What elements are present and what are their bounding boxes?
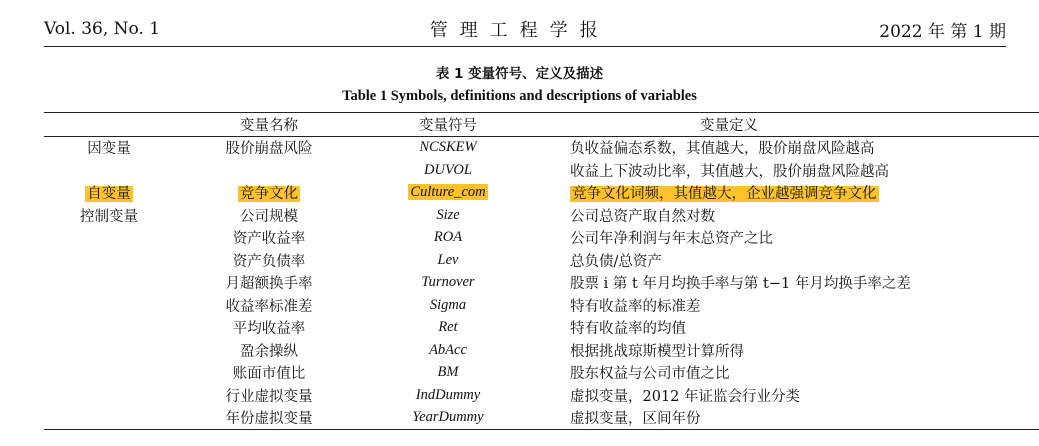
variable-definition-cell bbox=[532, 339, 1039, 362]
variable-symbol-text: BM bbox=[437, 364, 459, 381]
variable-symbol-text: Size bbox=[436, 206, 460, 223]
variable-definition-text: 总负债/总资产 bbox=[570, 253, 662, 270]
table-row bbox=[44, 204, 1039, 227]
variable-symbol-cell bbox=[364, 407, 532, 430]
variable-name-text: 年份虚拟变量 bbox=[225, 411, 313, 428]
variable-name-text: 平均收益率 bbox=[232, 321, 306, 338]
table-row bbox=[44, 384, 1039, 407]
variable-symbol-cell bbox=[364, 294, 532, 317]
table-row bbox=[44, 407, 1039, 430]
table-row bbox=[44, 272, 1039, 295]
variable-name-text: 股价崩盘风险 bbox=[225, 141, 313, 158]
table-row bbox=[44, 249, 1039, 272]
variable-definition-text: 负收益偏态系数，其值越大，股价崩盘风险越高 bbox=[570, 141, 875, 158]
variable-definition-text: 公司总资产取自然对数 bbox=[570, 208, 715, 225]
journal-title: 管理工程学报 bbox=[429, 20, 610, 41]
variable-definition-text: 特有收益率的均值 bbox=[570, 321, 686, 338]
table-row bbox=[44, 294, 1039, 317]
variable-symbol-cell bbox=[364, 317, 532, 340]
table-row bbox=[44, 317, 1039, 340]
variable-name-text: 资产收益率 bbox=[232, 231, 306, 248]
variable-definition-cell bbox=[532, 317, 1039, 340]
table-row bbox=[44, 362, 1039, 385]
variable-name-cell bbox=[174, 384, 364, 407]
variable-name-text: 月超额换手率 bbox=[225, 276, 313, 293]
variable-type-cell bbox=[44, 317, 174, 340]
variable-type-cell bbox=[44, 294, 174, 317]
variable-definition-text: 公司年净利润与年末总资产之比 bbox=[570, 231, 773, 248]
variable-type-cell bbox=[44, 407, 174, 430]
table-caption-en: Table 1 Symbols, definitions and descriptions of variables bbox=[342, 88, 697, 104]
column-header-name: 变量名称 bbox=[240, 117, 298, 134]
header-rule bbox=[44, 46, 1006, 47]
variable-definition-text: 股票 i 第 t 年月均换手率与第 t−1 年月均换手率之差 bbox=[570, 276, 911, 293]
variable-symbol-text: AbAcc bbox=[429, 341, 467, 358]
variable-symbol-cell bbox=[364, 272, 532, 295]
variable-type-cell bbox=[44, 182, 174, 205]
variable-name-cell bbox=[174, 227, 364, 250]
variable-type-text: 自变量 bbox=[87, 186, 131, 203]
variable-definition-cell bbox=[532, 159, 1039, 182]
variable-symbol-cell bbox=[364, 227, 532, 250]
variable-definition-text: 虚拟变量，2012 年证监会行业分类 bbox=[570, 388, 801, 405]
variable-symbol-text: Lev bbox=[437, 251, 459, 268]
variable-name-cell bbox=[174, 249, 364, 272]
variable-symbol-cell bbox=[364, 159, 532, 182]
table-caption-cn: 表 1 变量符号、定义及描述 bbox=[435, 66, 604, 82]
column-header-type bbox=[44, 113, 174, 137]
table-row bbox=[44, 227, 1039, 250]
variable-symbol-text: IndDummy bbox=[415, 386, 481, 403]
variable-symbol-text: YearDummy bbox=[412, 409, 484, 426]
variable-name-cell bbox=[174, 204, 364, 227]
variable-symbol-cell bbox=[364, 362, 532, 385]
table-row bbox=[44, 136, 1039, 159]
variable-definition-cell bbox=[532, 249, 1039, 272]
variable-type-cell bbox=[44, 384, 174, 407]
variable-symbol-text: ROA bbox=[433, 229, 463, 246]
variable-definition-cell bbox=[532, 407, 1039, 430]
variable-name-cell bbox=[174, 317, 364, 340]
variable-type-cell bbox=[44, 227, 174, 250]
variable-definition-cell bbox=[532, 384, 1039, 407]
variable-definition-text: 竞争文化词频，其值越大，企业越强调竞争文化 bbox=[572, 186, 877, 203]
variable-name-text: 行业虚拟变量 bbox=[225, 388, 313, 405]
variable-name-cell bbox=[174, 362, 364, 385]
variables-table bbox=[44, 112, 1039, 430]
variable-definition-cell bbox=[532, 204, 1039, 227]
variable-name-text: 收益率标准差 bbox=[225, 298, 313, 315]
variable-type-cell bbox=[44, 362, 174, 385]
running-header bbox=[44, 14, 1006, 44]
variable-type-cell bbox=[44, 159, 174, 182]
table-row bbox=[44, 182, 1039, 205]
variable-name-cell bbox=[174, 159, 364, 182]
variable-definition-cell bbox=[532, 272, 1039, 295]
variable-symbol-cell bbox=[364, 182, 532, 205]
variable-name-text: 竞争文化 bbox=[240, 186, 298, 203]
table-header-row bbox=[44, 113, 1039, 137]
variable-definition-text: 虚拟变量，区间年份 bbox=[570, 411, 701, 428]
variable-definition-cell bbox=[532, 136, 1039, 159]
variable-name-text: 账面市值比 bbox=[232, 366, 306, 383]
variable-definition-text: 收益上下波动比率，其值越大，股价崩盘风险越高 bbox=[570, 163, 889, 180]
table-row bbox=[44, 159, 1039, 182]
column-header-symbol: 变量符号 bbox=[419, 117, 477, 134]
variable-type-cell bbox=[44, 272, 174, 295]
variable-definition-text: 股东权益与公司市值之比 bbox=[570, 366, 730, 383]
variable-type-cell bbox=[44, 136, 174, 159]
variable-type-cell bbox=[44, 204, 174, 227]
variable-symbol-cell bbox=[364, 136, 532, 159]
variable-definition-cell bbox=[532, 227, 1039, 250]
table-body bbox=[44, 136, 1039, 430]
variable-definition-cell bbox=[532, 362, 1039, 385]
variable-symbol-cell bbox=[364, 339, 532, 362]
variable-definition-cell bbox=[532, 294, 1039, 317]
variable-definition-text: 根据挑战琼斯模型计算所得 bbox=[570, 343, 744, 360]
variable-type-cell bbox=[44, 339, 174, 362]
variable-name-text: 资产负债率 bbox=[232, 253, 306, 270]
variable-name-cell bbox=[174, 136, 364, 159]
variable-name-cell bbox=[174, 407, 364, 430]
variable-name-cell bbox=[174, 294, 364, 317]
variable-symbol-cell bbox=[364, 249, 532, 272]
variable-symbol-text: Culture_com bbox=[410, 184, 486, 201]
variable-type-text: 因变量 bbox=[87, 141, 131, 158]
variable-symbol-text: Turnover bbox=[421, 274, 475, 291]
variable-name-text: 公司规模 bbox=[240, 208, 298, 225]
variable-name-cell bbox=[174, 339, 364, 362]
variable-symbol-text: NCSKEW bbox=[419, 139, 477, 156]
variable-name-cell bbox=[174, 272, 364, 295]
issue-label: 2022 年 第 1 期 bbox=[879, 21, 1006, 42]
variable-symbol-cell bbox=[364, 384, 532, 407]
volume-label: Vol. 36, No. 1 bbox=[44, 19, 161, 39]
variable-name-cell bbox=[174, 182, 364, 205]
variable-type-text: 控制变量 bbox=[80, 208, 138, 225]
variable-symbol-text: Sigma bbox=[429, 296, 467, 313]
table-row bbox=[44, 339, 1039, 362]
variable-type-cell bbox=[44, 249, 174, 272]
column-header-definition: 变量定义 bbox=[700, 117, 758, 134]
variable-symbol-cell bbox=[364, 204, 532, 227]
variable-definition-text: 特有收益率的标准差 bbox=[570, 298, 701, 315]
variable-name-text: 盈余操纵 bbox=[240, 343, 298, 360]
variable-symbol-text: DUVOL bbox=[424, 161, 472, 178]
variables-table-container bbox=[44, 112, 1006, 430]
variable-symbol-text: Ret bbox=[438, 319, 458, 336]
variable-definition-cell bbox=[532, 182, 1039, 205]
